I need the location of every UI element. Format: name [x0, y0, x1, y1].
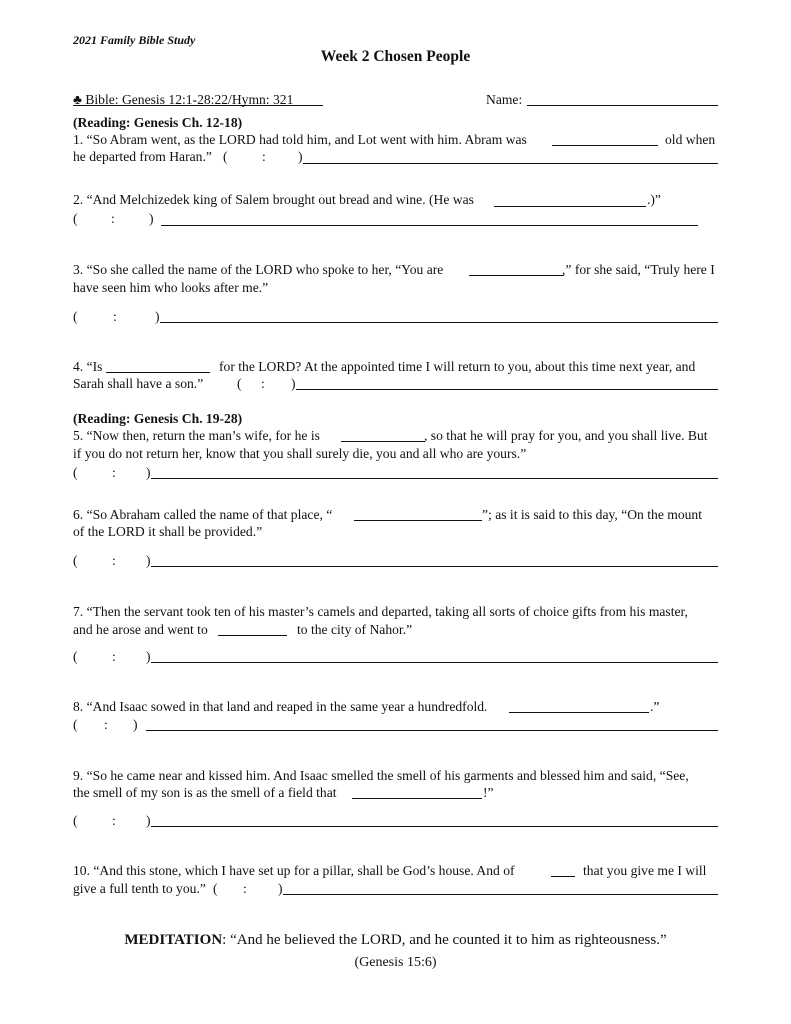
question-1-line-1: 1. “So Abram went, as the LORD had told him, and Lot went with him. Abram was — [73, 132, 527, 147]
club-icon: ♣ — [73, 92, 82, 107]
question-6-ref-open: ( — [73, 553, 78, 568]
question-1-ref-open: ( — [223, 149, 228, 164]
question-10-ref-colon: : — [243, 881, 247, 896]
question-5-verse-line[interactable] — [151, 478, 718, 479]
name-field[interactable] — [527, 105, 718, 106]
question-1-line-2: he departed from Haran.” — [73, 149, 212, 164]
question-7-line-2: and he arose and went to — [73, 622, 208, 637]
question-5-ref-colon: : — [112, 465, 116, 480]
question-4-ref-close: ) — [291, 376, 296, 391]
question-2-ref-open: ( — [73, 211, 78, 226]
question-2-verse-line[interactable] — [161, 225, 698, 226]
question-9-ref-close: ) — [146, 813, 151, 828]
bible-underline — [73, 105, 323, 106]
page-title: Week 2 Chosen People — [320, 48, 471, 65]
question-3-verse-line[interactable] — [160, 322, 718, 323]
question-9-line-1: 9. “So he came near and kissed him. And Isaac smelled the smell of his garments and blessed him and said, “See, — [73, 768, 689, 783]
question-9-ref-colon: : — [112, 813, 116, 828]
bible-hymn-text: Bible: Genesis 12:1-28:22/Hymn: 321 — [85, 92, 294, 107]
question-3-answer-blank[interactable] — [469, 275, 564, 276]
question-10-ref-open: ( — [213, 881, 218, 896]
question-5-answer-blank[interactable] — [341, 441, 425, 442]
question-6-text-cont: ”; as it is said to this day, “On the mount — [482, 507, 702, 522]
question-5-line-2: if you do not return her, know that you shall surely die, you and all who are yours.” — [73, 446, 527, 461]
question-3-ref-open: ( — [73, 309, 78, 324]
question-6-ref-close: ) — [146, 553, 151, 568]
question-7-answer-blank[interactable] — [218, 635, 287, 636]
question-6-verse-line[interactable] — [151, 566, 718, 567]
question-5-ref-close: ) — [146, 465, 151, 480]
question-4-verse-line[interactable] — [296, 389, 718, 390]
question-3-line-2: have seen him who looks after me.” — [73, 280, 269, 295]
question-9-text-cont: !” — [483, 785, 494, 800]
question-1-text-cont: old when — [665, 132, 716, 147]
question-1-ref-close: ) — [298, 149, 303, 164]
question-9-answer-blank[interactable] — [352, 798, 482, 799]
question-10-answer-blank[interactable] — [551, 876, 575, 877]
question-3-text-cont: ,” for she said, “Truly here I — [562, 262, 715, 277]
question-4-line-2: Sarah shall have a son.” — [73, 376, 204, 391]
question-6-line-1: 6. “So Abraham called the name of that place, “ — [73, 507, 333, 522]
meditation-label: MEDITATION — [124, 932, 223, 948]
question-10-line-1: 10. “And this stone, which I have set up for a pillar, shall be God’s house. And of — [73, 863, 515, 878]
question-8-ref-colon: : — [104, 717, 108, 732]
header-note: 2021 Family Bible Study — [73, 33, 196, 47]
question-10-verse-line[interactable] — [283, 894, 718, 895]
question-7-ref-close: ) — [146, 649, 151, 664]
question-2-ref-colon: : — [111, 211, 115, 226]
question-2-ref-close: ) — [149, 211, 154, 226]
question-1-ref-colon: : — [262, 149, 266, 164]
question-5-text-cont: , so that he will pray for you, and you shall live. But — [424, 428, 708, 443]
question-2-text-cont: .)” — [647, 192, 661, 207]
question-8-answer-blank[interactable] — [509, 712, 649, 713]
question-5-ref-open: ( — [73, 465, 78, 480]
question-8-ref-open: ( — [73, 717, 78, 732]
question-3-line-1: 3. “So she called the name of the LORD who spoke to her, “You are — [73, 262, 444, 277]
question-6-answer-blank[interactable] — [354, 520, 482, 521]
question-2-answer-blank[interactable] — [494, 206, 646, 207]
meditation-text: : “And he believed the LORD, and he counted it to him as righteousness.” — [222, 932, 667, 948]
question-4-answer-blank[interactable] — [106, 372, 210, 373]
question-10-ref-close: ) — [278, 881, 283, 896]
question-2-line-1: 2. “And Melchizedek king of Salem brought out bread and wine. (He was — [73, 192, 474, 207]
meditation — [0, 932, 791, 949]
question-4-text-cont: for the LORD? At the appointed time I will return to you, about this time next year, and — [219, 359, 696, 374]
section-heading-2: (Reading: Genesis Ch. 19-28) — [73, 411, 243, 426]
question-7-line-1: 7. “Then the servant took ten of his master’s camels and departed, taking all sorts of choice gifts from his master, — [73, 604, 688, 619]
meditation-citation: (Genesis 15:6) — [354, 955, 437, 970]
question-8-verse-line[interactable] — [146, 730, 718, 731]
question-8-line-1: 8. “And Isaac sowed in that land and reaped in the same year a hundredfold. — [73, 699, 488, 714]
section-heading-1: (Reading: Genesis Ch. 12-18) — [73, 115, 243, 130]
question-9-line-2: the smell of my son is as the smell of a field that — [73, 785, 337, 800]
question-8-ref-close: ) — [133, 717, 138, 732]
question-10-line-2: give a full tenth to you.” — [73, 881, 206, 896]
question-6-ref-colon: : — [112, 553, 116, 568]
question-7-ref-colon: : — [112, 649, 116, 664]
question-9-ref-open: ( — [73, 813, 78, 828]
name-label: Name: — [486, 92, 523, 107]
question-8-text-cont: .” — [650, 699, 660, 714]
question-6-line-2: of the LORD it shall be provided.” — [73, 524, 263, 539]
question-3-ref-colon: : — [113, 309, 117, 324]
question-7-ref-open: ( — [73, 649, 78, 664]
question-9-verse-line[interactable] — [151, 826, 718, 827]
question-4-ref-colon: : — [261, 376, 265, 391]
question-1-verse-line[interactable] — [303, 163, 718, 164]
question-7-text-cont: to the city of Nahor.” — [297, 622, 413, 637]
question-5-line-1: 5. “Now then, return the man’s wife, for he is — [73, 428, 320, 443]
question-7-verse-line[interactable] — [151, 662, 718, 663]
question-1-answer-blank[interactable] — [552, 145, 658, 146]
question-4-line-1: 4. “Is — [73, 359, 103, 374]
question-3-ref-close: ) — [155, 309, 160, 324]
question-10-text-cont: that you give me I will — [583, 863, 707, 878]
question-4-ref-open: ( — [237, 376, 242, 391]
